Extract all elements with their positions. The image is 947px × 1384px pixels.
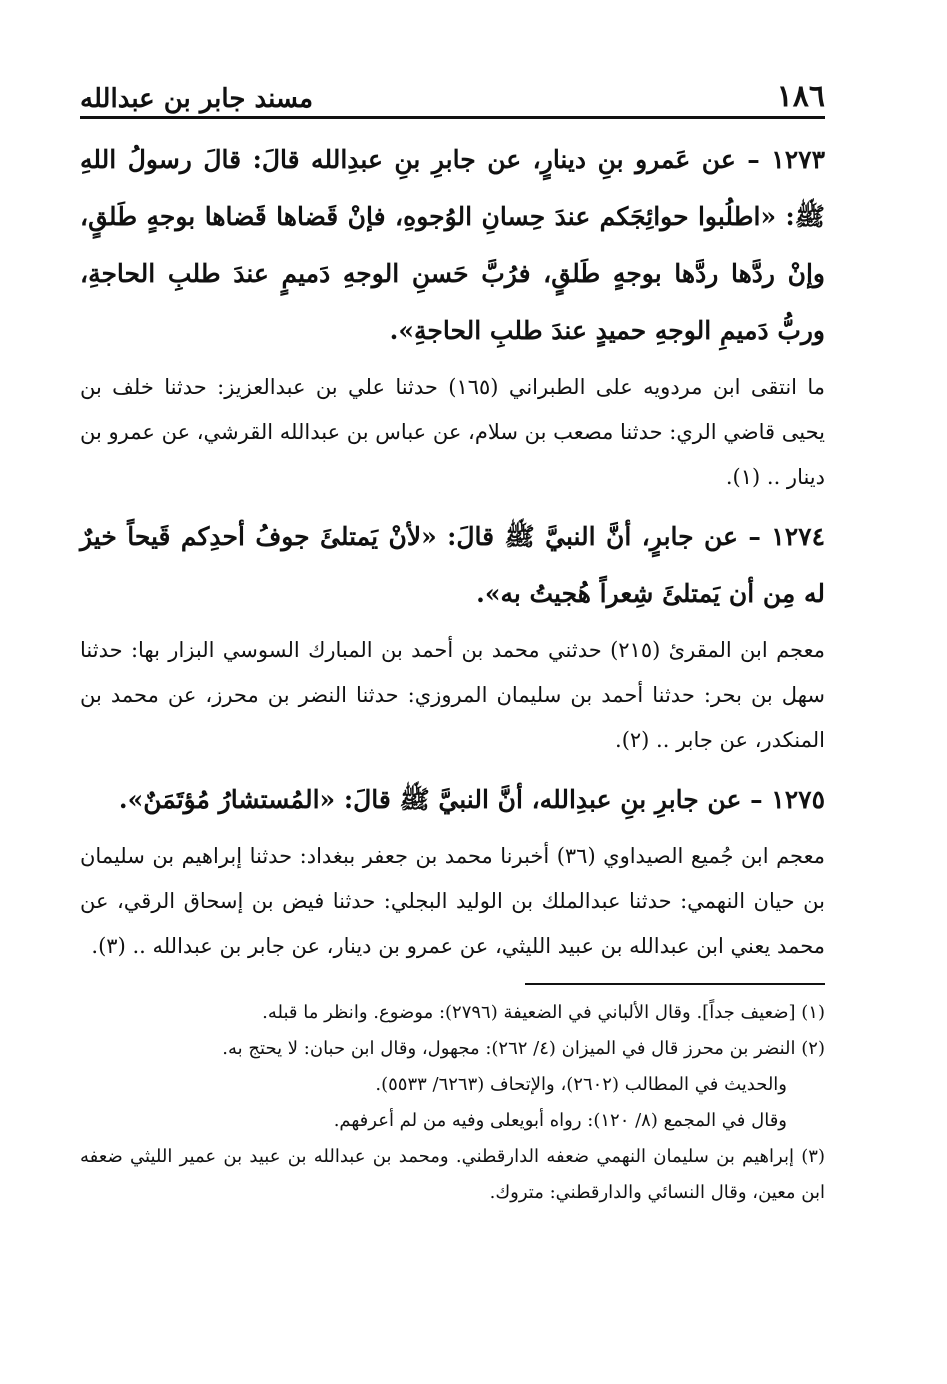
hadith-text: ١٢٧٤ – عن جابرٍ، أنَّ النبيَّ ﷺ قالَ: «لأنْ يَمتلئَ جوفُ أحدِكم قَيحاً خيرٌ له مِن أن يَمتلئَ شِعراً هُجيتُ به». <box>80 522 825 608</box>
page-content <box>80 131 825 969</box>
hadith-text: ١٢٧٥ – عن جابرِ بنِ عبدِالله، أنَّ النبيَّ ﷺ قالَ: «المُستشارُ مُؤتَمَنٌ». <box>118 785 825 814</box>
page-header <box>80 70 825 119</box>
footnotes <box>80 995 825 1211</box>
hadith-source: ما انتقى ابن مردويه على الطبراني (١٦٥) حدثنا علي بن عبدالعزيز: حدثنا خلف بن يحيى قاضي الري: حدثنا مصعب بن سلام، عن عباس بن عبدالله القرشي، عن عمرو بن دينار .. (١). <box>80 375 825 489</box>
footnote: (١) [ضعيف جداً]. وقال الألباني في الضعيفة (٢٧٩٦): موضوع. وانظر ما قبله. <box>262 1002 825 1023</box>
running-title: مسند جابر بن عبدالله <box>80 84 314 114</box>
footnote: (٢) النضر بن محرز قال في الميزان (٤/ ٢٦٢): مجهول، وقال ابن حبان: لا يحتج به. <box>222 1038 825 1059</box>
hadith-text: ١٢٧٣ – عن عَمرو بنِ دينارٍ، عن جابرِ بنِ عبدِالله قالَ: قالَ رسولُ اللهِ ﷺ: «اطلُبوا حوائِجَكم عندَ حِسانِ الوُجوهِ، فإنْ قَضاها قَضاها بوجهٍ طَلقٍ، وإنْ ردَّها ردَّها بوجهٍ طَلقٍ، فرُبَّ حَسنِ الوجهِ دَميمٍ عندَ طلبِ الحاجةِ، وربُّ دَميمِ الوجهِ حميدٍ عندَ طلبِ الحاجةِ». <box>80 145 825 345</box>
footnote: (٣) إبراهيم بن سليمان النهمي ضعفه الدارقطني. ومحمد بن عبدالله بن عبيد بن عمير الليثي ضعفه ابن معين، وقال النسائي والدارقطني: متروك. <box>80 1146 825 1203</box>
page-number: ١٨٦ <box>776 79 825 114</box>
footnote-continuation: والحديث في المطالب (٢٦٠٢)، والإتحاف (٦٢٦٣/ ٥٥٣٣). <box>375 1074 787 1095</box>
footnote-continuation: وقال في المجمع (٨/ ١٢٠): رواه أبويعلى وفيه من لم أعرفهم. <box>333 1110 787 1131</box>
hadith-source: معجم ابن المقرئ (٢١٥) حدثني محمد بن أحمد بن المبارك السوسي البزار بها: حدثنا سهل بن بحر: حدثنا أحمد بن سليمان المروزي: حدثنا النضر بن محرز، عن محمد بن المنكدر، عن جابر .. (٢). <box>80 638 825 752</box>
footnote-divider <box>525 983 825 985</box>
hadith-source: معجم ابن جُميع الصيداوي (٣٦) أخبرنا محمد بن جعفر ببغداد: حدثنا إبراهيم بن سليمان بن حيان النهمي: حدثنا عبدالملك بن الوليد البجلي: حدثنا فيض بن إسحاق الرقي، عن محمد يعني ابن عبدالله بن عبيد الليثي، عن عمرو بن دينار، عن جابر بن عبدالله .. (٣). <box>80 844 825 958</box>
book-page <box>80 70 825 1211</box>
